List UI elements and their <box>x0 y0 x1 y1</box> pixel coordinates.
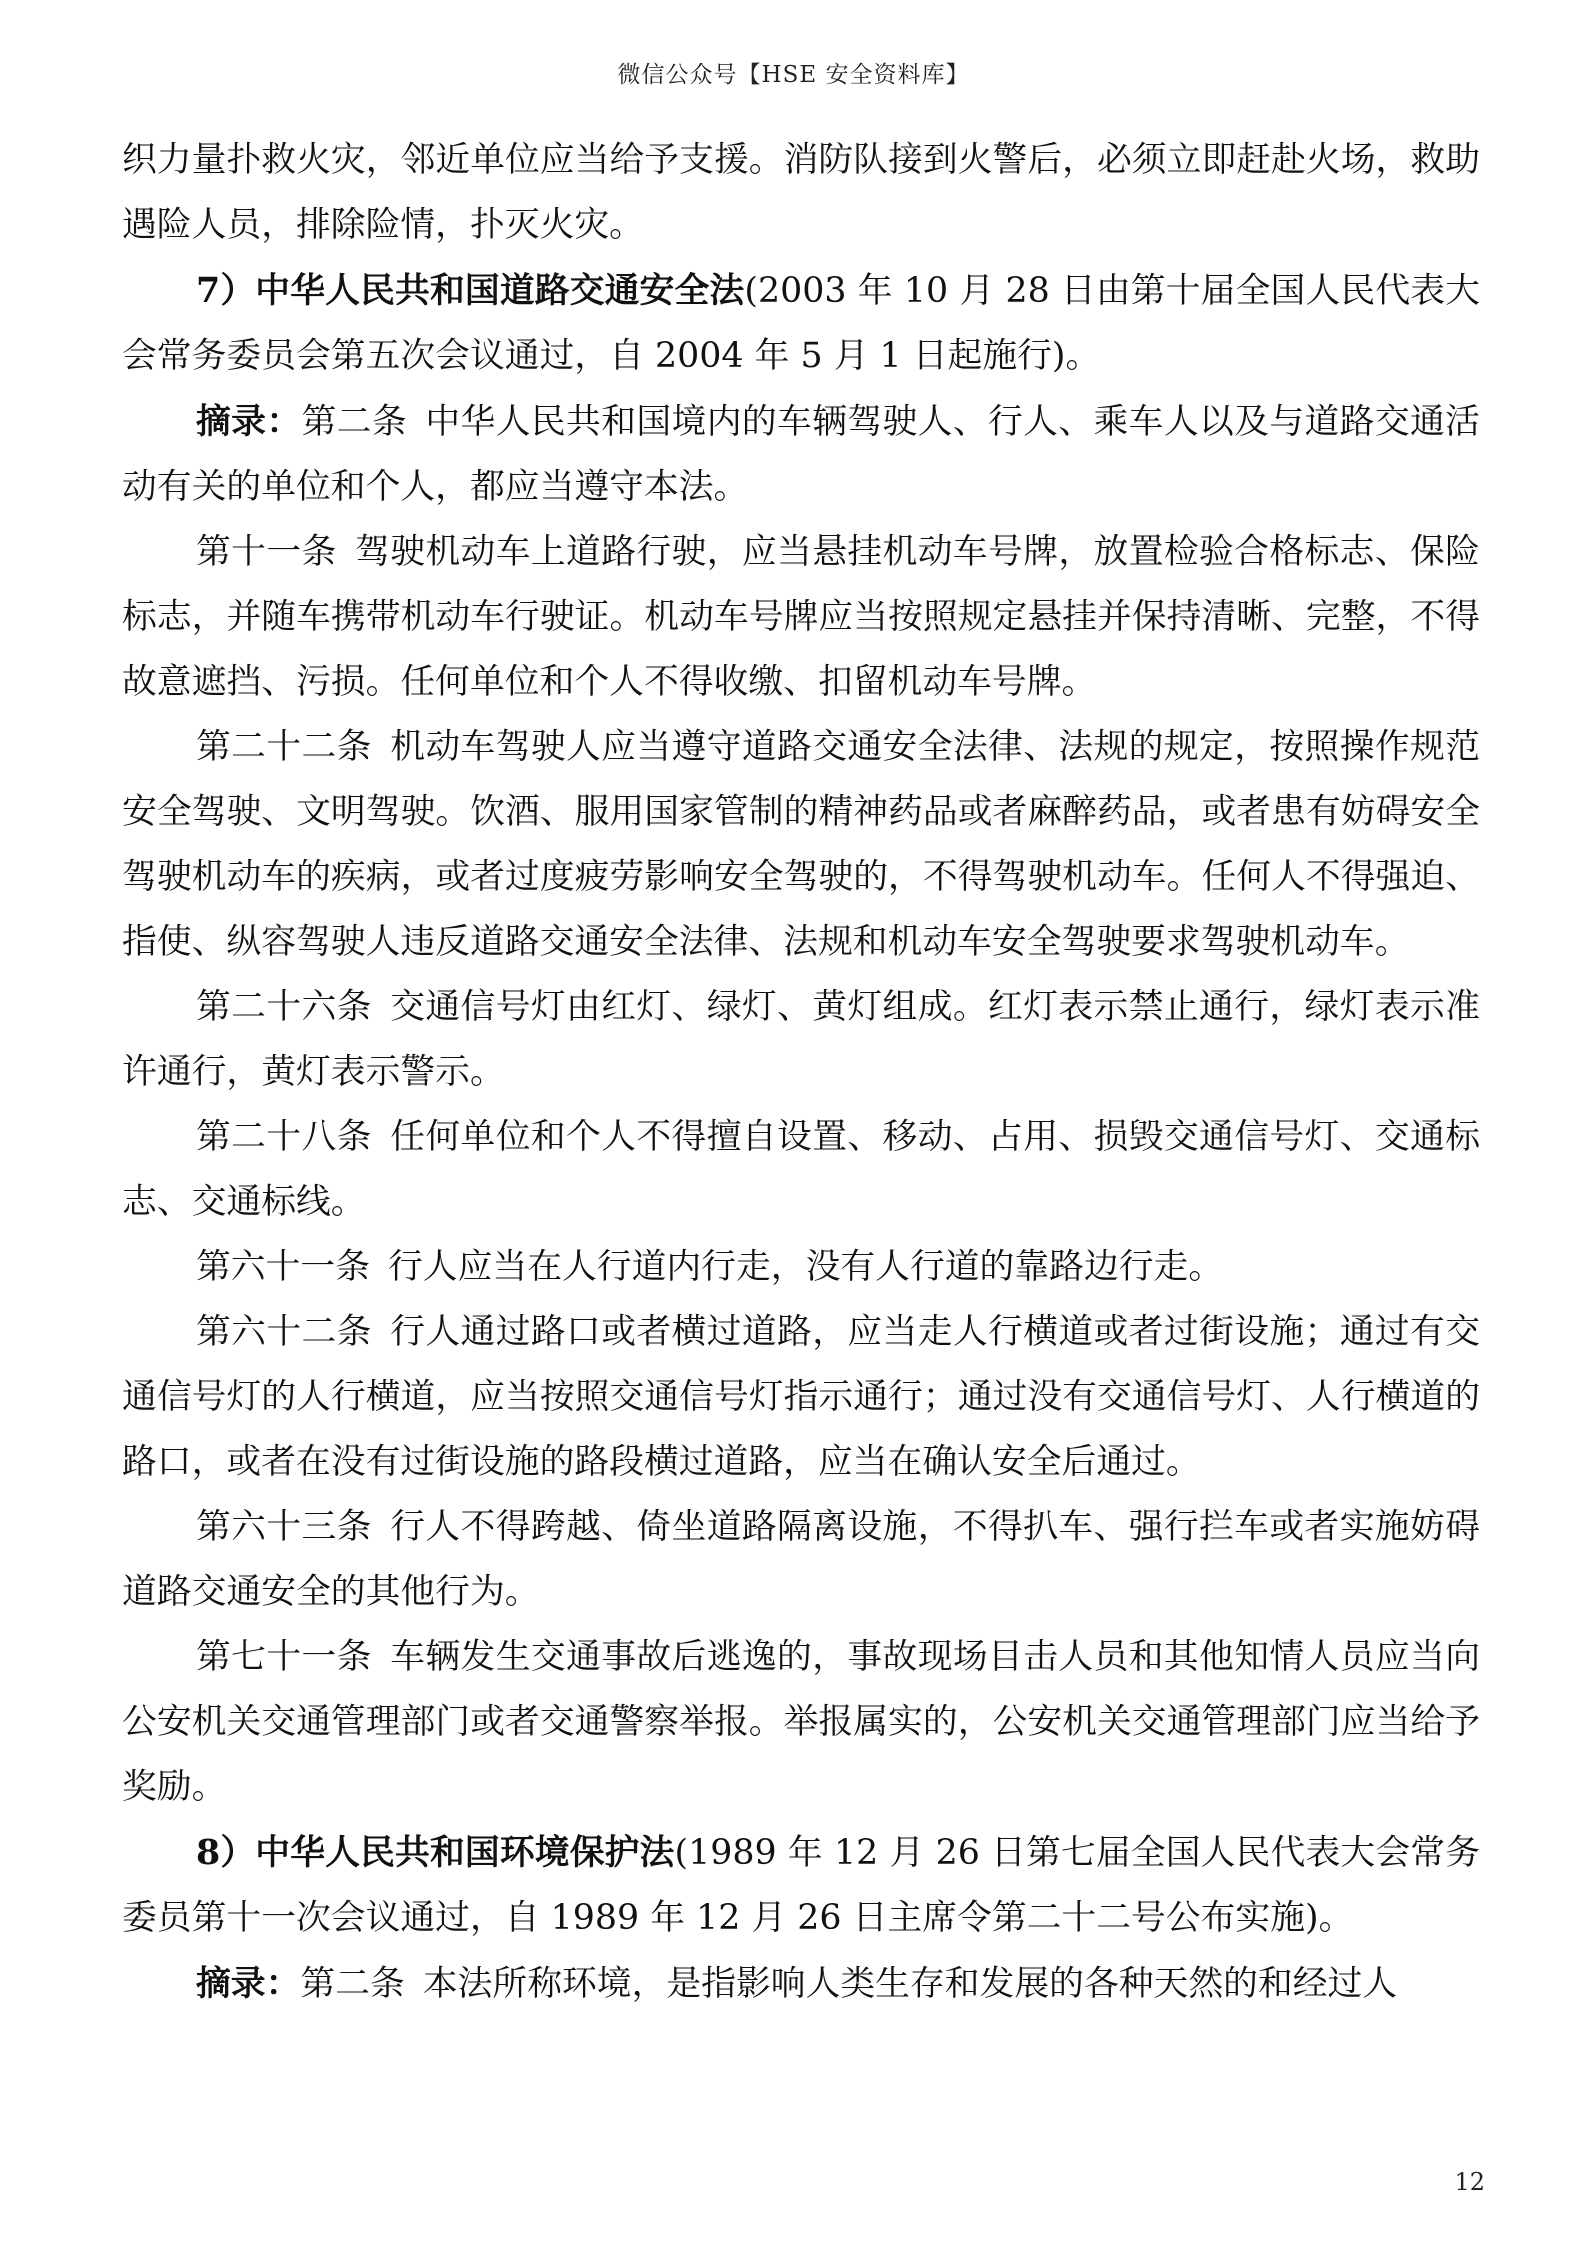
document-body <box>122 128 1480 2017</box>
paragraph-text: 行人通过路口或者横过道路，应当走人行横道或者过街设施；通过有交通信号灯的人行横道，应当按照交通信号灯指示通行；通过没有交通信号灯、人行横道的路口，或者在没有过街设施的路段横过道路，应当在确认安全后通过。 <box>122 1312 1480 1482</box>
paragraph-text: 车辆发生交通事故后逃逸的，事故现场目击人员和其他知情人员应当向公安机关交通管理部门或者交通警察举报。举报属实的，公安机关交通管理部门应当给予奖励。 <box>122 1637 1480 1807</box>
paragraph-excerpt-article-2 <box>122 389 1480 520</box>
paragraph-text: 中华人民共和国境内的车辆驾驶人、行人、乘车人以及与道路交通活动有关的单位和个人，都应当遵守本法。 <box>122 402 1480 507</box>
paragraph-article-63 <box>122 1495 1480 1625</box>
paragraph-article-22 <box>122 715 1480 975</box>
law-title: 8）中华人民共和国环境保护法 <box>196 1832 675 1873</box>
paragraph-article-28 <box>122 1105 1480 1235</box>
paragraph-text: 织力量扑救火灾，邻近单位应当给予支援。消防队接到火警后，必须立即赶赴火场，救助遇险人员，排除险情，扑灭火灾。 <box>122 140 1480 245</box>
paragraph-text: 交通信号灯由红灯、绿灯、黄灯组成。红灯表示禁止通行，绿灯表示准许通行，黄灯表示警示。 <box>122 987 1480 1092</box>
article-number: 第六十二条 <box>196 1312 372 1352</box>
paragraph-text: (2003 年 10 月 28 日由第十届全国人民代表大会常务委员会第五次会议通过，自 2004 年 5 月 1 日起施行)。 <box>122 271 1480 376</box>
article-number: 第十一条 <box>196 532 337 572</box>
paragraph-article-26 <box>122 975 1480 1105</box>
paragraph-article-61 <box>122 1235 1480 1300</box>
paragraph-article-71 <box>122 1625 1480 1820</box>
page-header: 微信公众号【HSE 安全资料库】 <box>617 62 970 88</box>
paragraph-text: 本法所称环境，是指影响人类生存和发展的各种天然的和经过人 <box>422 1964 1398 2004</box>
excerpt-label: 摘录： <box>196 401 302 442</box>
paragraph-law-7 <box>122 258 1480 389</box>
paragraph-text: 任何单位和个人不得擅自设置、移动、占用、损毁交通信号灯、交通标志、交通标线。 <box>122 1117 1480 1222</box>
paragraph-law-8 <box>122 1820 1480 1951</box>
excerpt-label: 摘录： <box>196 1963 301 2004</box>
page-number: 12 <box>1454 2168 1485 2196</box>
article-number: 第七十一条 <box>196 1637 372 1677</box>
law-title: 7）中华人民共和国道路交通安全法 <box>196 270 745 311</box>
paragraph-article-62 <box>122 1300 1480 1495</box>
paragraph-text: 行人应当在人行道内行走，没有人行道的靠路边行走。 <box>388 1247 1224 1287</box>
paragraph-article-11 <box>122 520 1480 715</box>
paragraph-text: 机动车驾驶人应当遵守道路交通安全法律、法规的规定，按照操作规范安全驾驶、文明驾驶。饮酒、服用国家管制的精神药品或者麻醉药品，或者患有妨碍安全驾驶机动车的疾病，或者过度疲劳影响安全驾驶的，不得驾驶机动车。任何人不得强迫、指使、纵容驾驶人违反道路交通安全法律、法规和机动车安全驾驶要求驾驶机动车。 <box>122 727 1480 962</box>
paragraph-text: 行人不得跨越、倚坐道路隔离设施，不得扒车、强行拦车或者实施妨碍道路交通安全的其他行为。 <box>122 1507 1480 1612</box>
article-number: 第二条 <box>301 402 407 442</box>
article-number: 第六十三条 <box>196 1507 372 1547</box>
paragraph-text: (1989 年 12 月 26 日第七届全国人民代表大会常务委员第十一次会议通过，自 1989 年 12 月 26 日主席令第二十二号公布实施)。 <box>122 1833 1480 1938</box>
paragraph-excerpt-env-article-2 <box>122 1951 1480 2017</box>
paragraph-1 <box>122 128 1480 258</box>
article-number: 第二十二条 <box>196 727 372 767</box>
article-number: 第二十六条 <box>196 987 372 1027</box>
article-number: 第二十八条 <box>196 1117 372 1157</box>
article-number: 第二条 <box>300 1964 405 2004</box>
paragraph-text: 驾驶机动车上道路行驶，应当悬挂机动车号牌，放置检验合格标志、保险标志，并随车携带机动车行驶证。机动车号牌应当按照规定悬挂并保持清晰、完整，不得故意遮挡、污损。任何单位和个人不得收缴、扣留机动车号牌。 <box>122 532 1480 702</box>
article-number: 第六十一条 <box>196 1247 370 1287</box>
